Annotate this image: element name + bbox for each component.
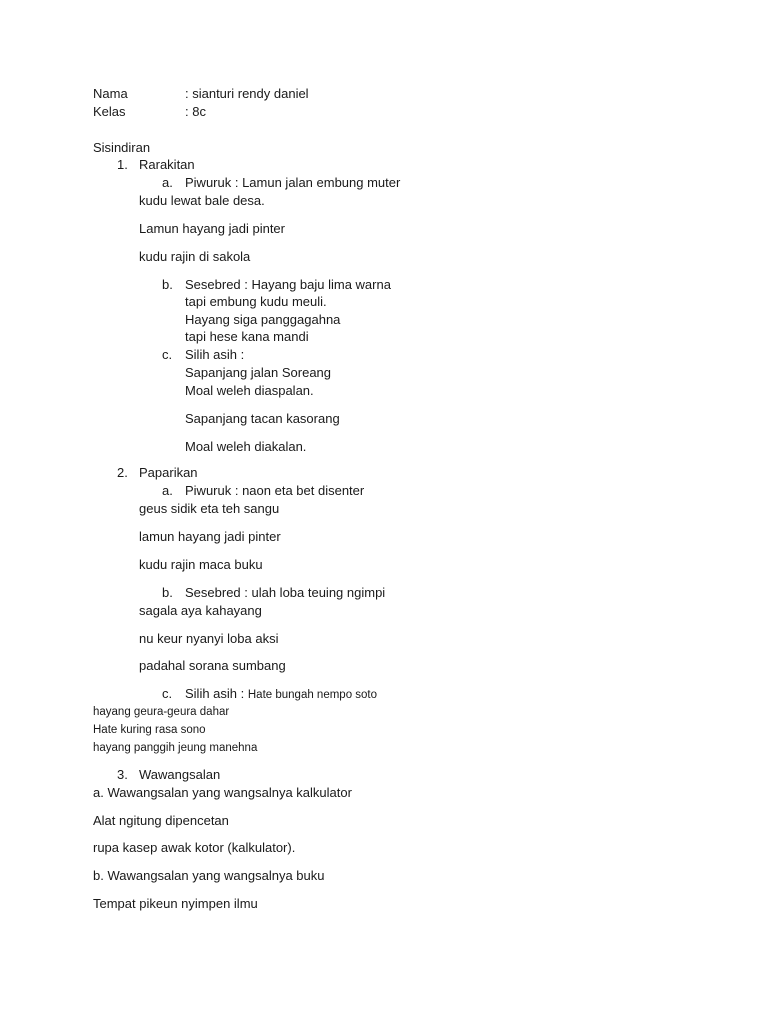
text-line: Sesebred : ulah loba teuing ngimpi (185, 585, 386, 600)
text-line: geus sidik eta teh sangu (139, 501, 280, 516)
text-line: Alat ngitung dipencetan (93, 813, 229, 828)
text-line: Tempat pikeun nyimpen ilmu (93, 896, 258, 911)
text-line (185, 686, 377, 703)
list-number: 1. (117, 157, 128, 172)
text-line: sagala aya kahayang (139, 603, 262, 618)
text-line: kudu rajin maca buku (139, 557, 263, 572)
kelas-label: Kelas (93, 104, 126, 119)
text-line: Sapanjang jalan Soreang (185, 365, 332, 380)
text-line: nu keur nyanyi loba aksi (139, 631, 279, 646)
list-heading: Paparikan (139, 465, 198, 480)
text-line: Hate kuring rasa sono (93, 724, 206, 736)
text-line: Lamun hayang jadi pinter (139, 221, 285, 236)
sublist-marker: b. (162, 585, 173, 600)
sublist-marker: b. (162, 277, 173, 292)
nama-value: : sianturi rendy daniel (185, 86, 309, 101)
text-line: hayang panggih jeung manehna (93, 742, 258, 754)
text-line: Moal weleh diaspalan. (185, 383, 314, 398)
text-line: Piwuruk : Lamun jalan embung muter (185, 175, 401, 190)
text-line: tapi hese kana mandi (185, 329, 309, 344)
section-title: Sisindiran (93, 140, 151, 155)
text-line: padahal sorana sumbang (139, 658, 286, 673)
text-line: b. Wawangsalan yang wangsalnya buku (93, 868, 325, 883)
list-number: 3. (117, 767, 128, 782)
list-heading: Wawangsalan (139, 767, 221, 782)
text-line: hayang geura-geura dahar (93, 706, 230, 718)
list-number: 2. (117, 465, 128, 480)
text-line: Sesebred : Hayang baju lima warna (185, 277, 391, 292)
text-line: Sapanjang tacan kasorang (185, 411, 340, 426)
sublist-marker: a. (162, 483, 173, 498)
text-line: Silih asih : (185, 347, 245, 362)
sublist-marker: a. (162, 175, 173, 190)
text-line: Hayang siga panggagahna (185, 312, 341, 327)
list-heading: Rarakitan (139, 157, 195, 172)
text-line: kudu rajin di sakola (139, 249, 251, 264)
text-label: Silih asih : (185, 686, 248, 701)
text-line: Moal weleh diakalan. (185, 439, 307, 454)
kelas-value: : 8c (185, 104, 206, 119)
text-value: Hate bungah nempo soto (247, 689, 378, 701)
sublist-marker: c. (162, 686, 173, 701)
text-line: lamun hayang jadi pinter (139, 529, 281, 544)
text-line: kudu lewat bale desa. (139, 193, 265, 208)
sublist-marker: c. (162, 347, 173, 362)
text-line: Piwuruk : naon eta bet disenter (185, 483, 365, 498)
text-line: tapi embung kudu meuli. (185, 294, 327, 309)
text-line: a. Wawangsalan yang wangsalnya kalkulator (93, 785, 352, 800)
text-line: rupa kasep awak kotor (kalkulator). (93, 840, 296, 855)
nama-label: Nama (93, 86, 128, 101)
